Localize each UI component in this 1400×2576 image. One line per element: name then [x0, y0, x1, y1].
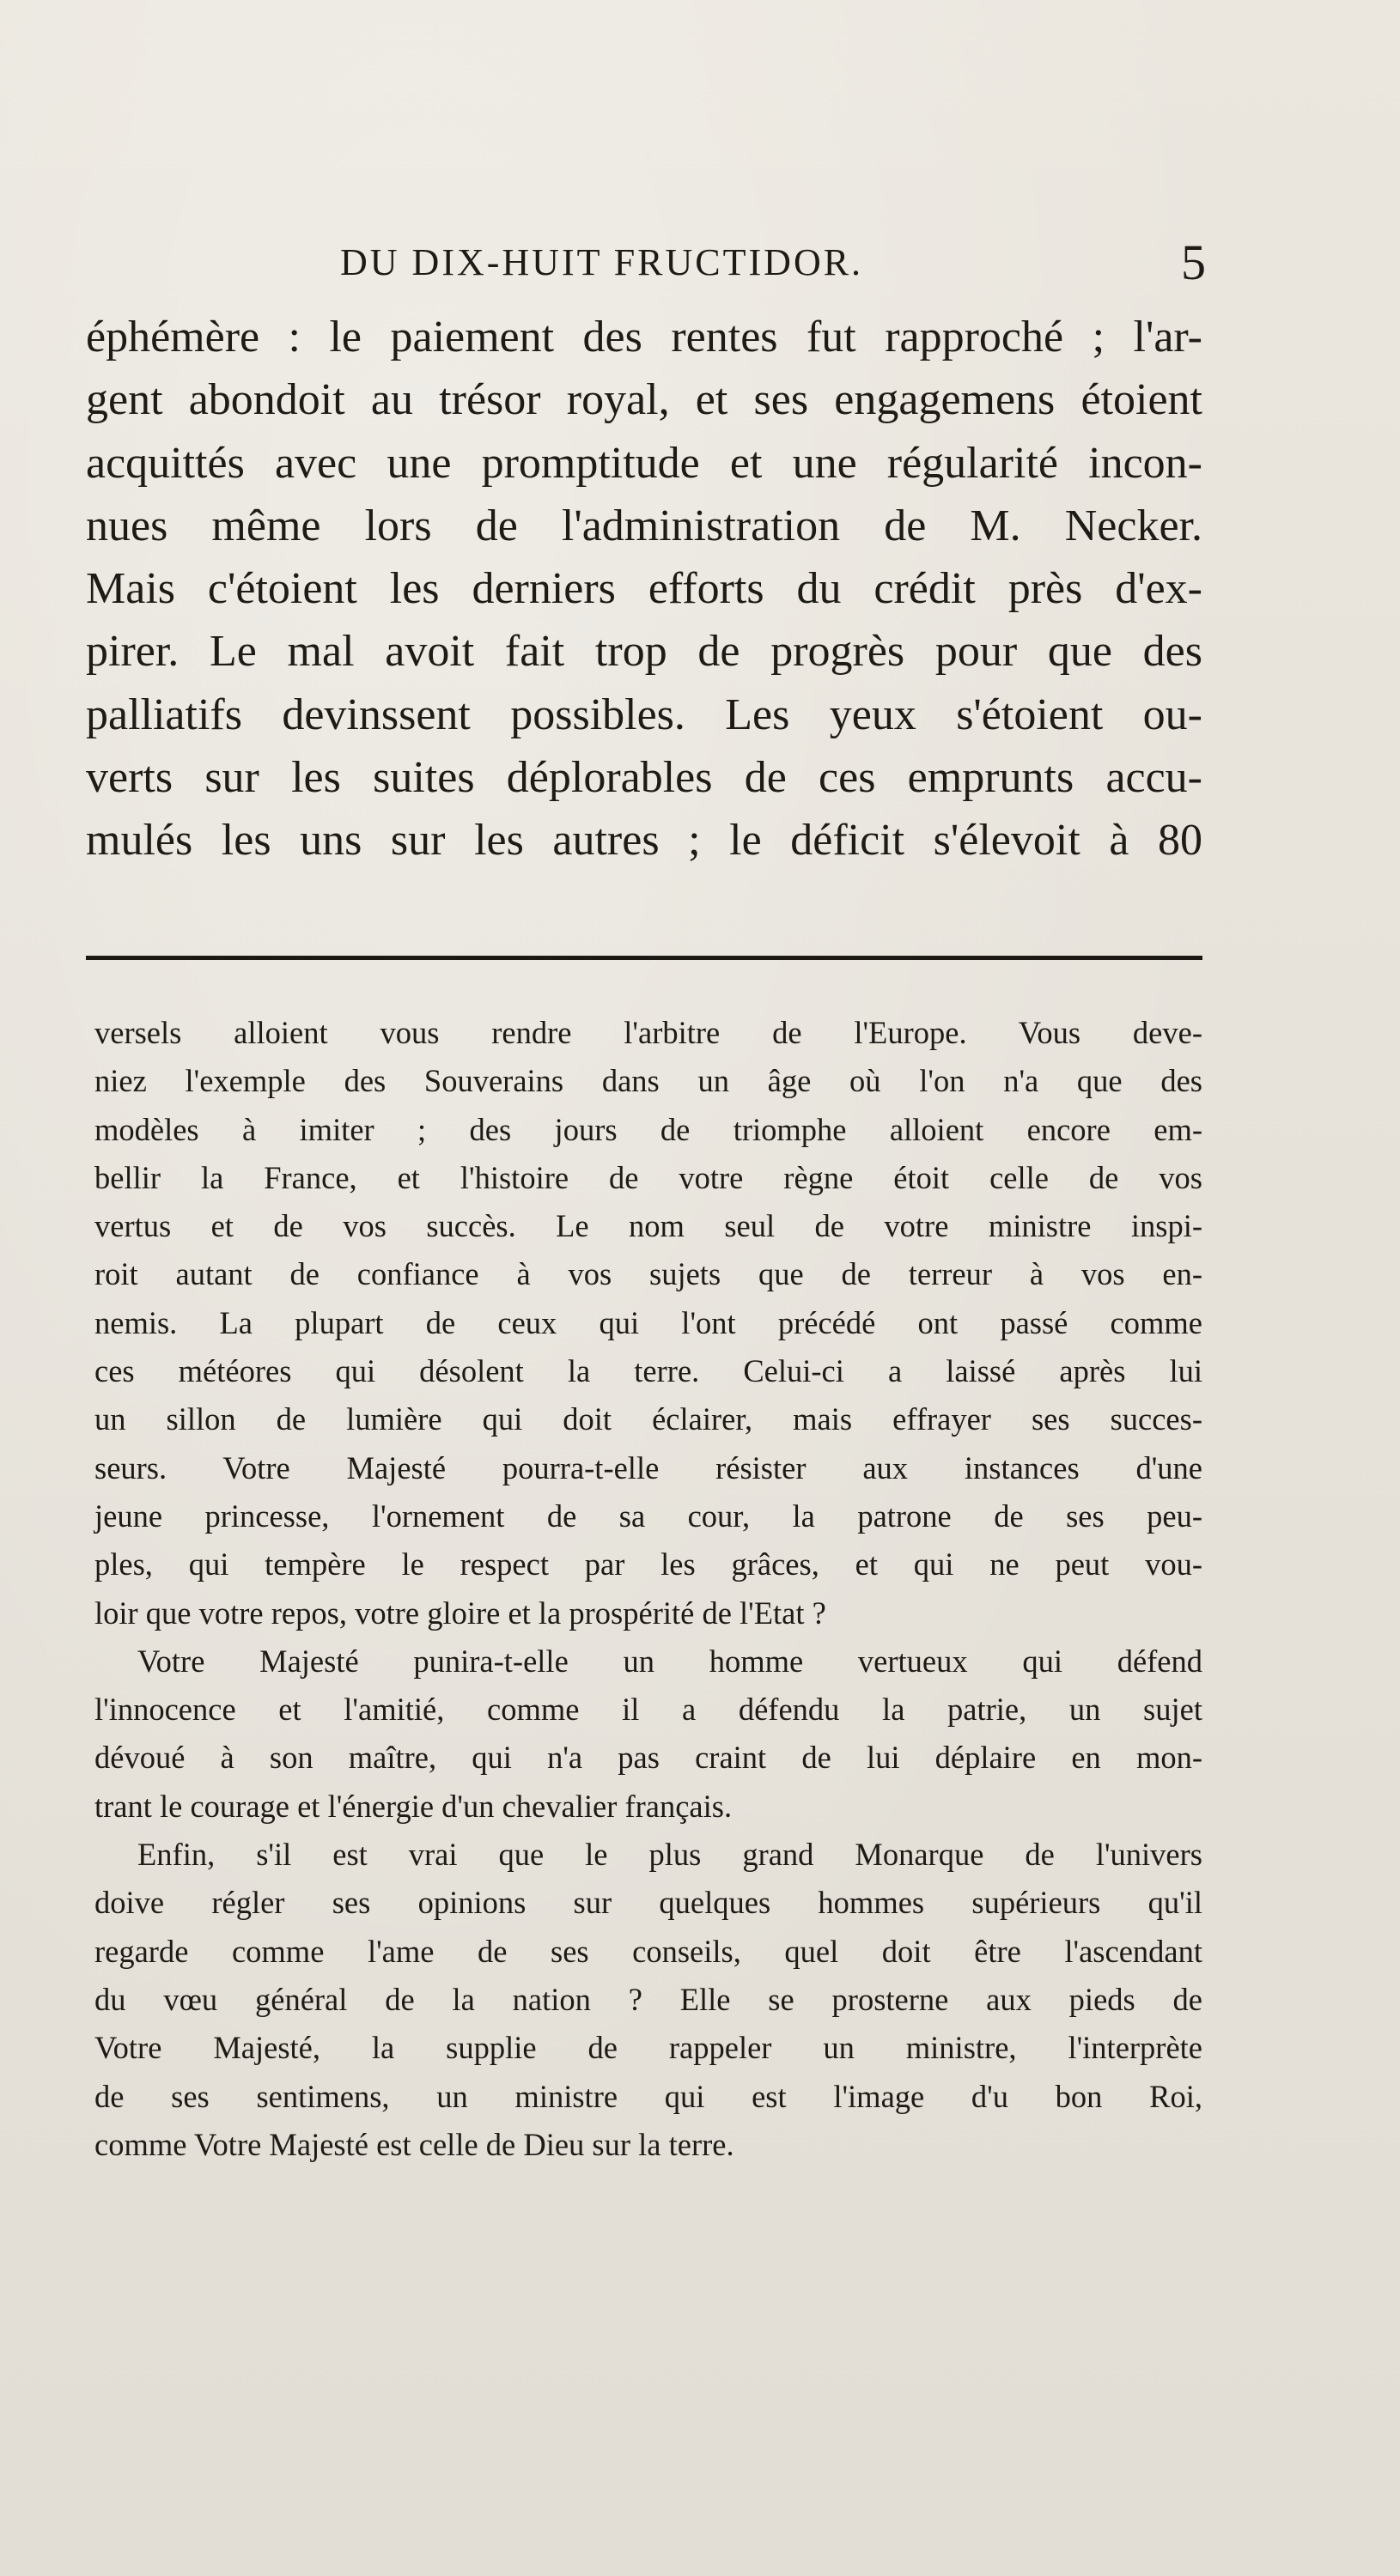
- footnote-line: niez l'exemple des Souverains dans un âge où l'on n'a que des: [94, 1063, 1202, 1099]
- footnote-line: loir que votre repos, votre gloire et la prospérité de l'Etat ?: [94, 1595, 826, 1631]
- footnote-line: ces météores qui désolent la terre. Celui-ci a laissé après lui: [94, 1353, 1202, 1389]
- main-text-line: gent abondoit au trésor royal, et ses engagemens étoient: [86, 375, 1202, 425]
- footnote-line: versels alloient vous rendre l'arbitre de l'Europe. Vous deve-: [94, 1015, 1202, 1050]
- main-text-block: [86, 306, 1202, 872]
- footnote-line: trant le courage et l'énergie d'un chevalier français.: [94, 1788, 733, 1824]
- footnote-separator-rule: [86, 956, 1202, 960]
- main-text-line: acquittés avec une promptitude et une régularité incon-: [86, 438, 1202, 488]
- footnote-block: [94, 1009, 1202, 2169]
- footnote-line: Votre Majesté, la supplie de rappeler un ministre, l'interprète: [94, 2030, 1202, 2066]
- footnote-line: ples, qui tempère le respect par les grâces, et qui ne peut vou-: [94, 1546, 1202, 1583]
- main-text-line: palliatifs devinssent possibles. Les yeux s'étoient ou-: [86, 690, 1202, 739]
- footnote-line: jeune princesse, l'ornement de sa cour, la patrone de ses peu-: [94, 1498, 1202, 1534]
- footnote-line: Enfin, s'il est vrai que le plus grand Monarque de l'univers: [137, 1837, 1202, 1873]
- footnote-line: Votre Majesté punira-t-elle un homme vertueux qui défend: [137, 1643, 1202, 1679]
- footnote-line: bellir la France, et l'histoire de votre règne étoit celle de vos: [94, 1159, 1202, 1195]
- footnote-line: nemis. La plupart de ceux qui l'ont précédé ont passé comme: [94, 1304, 1202, 1340]
- footnote-line: modèles à imiter ; des jours de triomphe alloient encore em-: [94, 1111, 1202, 1147]
- main-text-line: pirer. Le mal avoit fait trop de progrès pour que des: [86, 627, 1202, 677]
- footnote-line: du vœu général de la nation ? Elle se prosterne aux pieds de: [94, 1981, 1202, 2017]
- main-text-line: Mais c'étoient les derniers efforts du crédit près d'ex-: [86, 564, 1202, 614]
- footnote-line: seurs. Votre Majesté pourra-t-elle résister aux instances d'une: [94, 1449, 1202, 1485]
- footnote-line: regarde comme l'ame de ses conseils, quel doit être l'ascendant: [94, 1933, 1202, 1969]
- main-text-line: nues même lors de l'administration de M. Necker.: [86, 501, 1202, 550]
- page-number: 5: [1181, 234, 1206, 290]
- main-text-line: mulés les uns sur les autres ; le déficit s'élevoit à 80: [86, 816, 1202, 866]
- main-text-line: verts sur les suites déplorables de ces emprunts accu-: [86, 753, 1202, 803]
- footnote-line: comme Votre Majesté est celle de Dieu sur la terre.: [94, 2126, 734, 2162]
- footnote-line: un sillon de lumière qui doit éclairer, mais effrayer ses succes-: [94, 1401, 1202, 1437]
- page-header: [86, 234, 1206, 302]
- footnote-line: roit autant de confiance à vos sujets que de terreur à vos en-: [94, 1256, 1202, 1292]
- footnote-line: dévoué à son maître, qui n'a pas craint de lui déplaire en mon-: [94, 1740, 1202, 1776]
- footnote-line: de ses sentimens, un ministre qui est l'image d'u bon Roi,: [94, 2078, 1202, 2114]
- footnote-line: vertus et de vos succès. Le nom seul de votre ministre inspi-: [94, 1208, 1202, 1244]
- main-text-line: éphémère : le paiement des rentes fut rapproché ; l'ar-: [86, 313, 1202, 361]
- footnote-line: doive régler ses opinions sur quelques hommes supérieurs qu'il: [94, 1885, 1202, 1921]
- running-title: DU DIX-HUIT FRUCTIDOR.: [340, 241, 864, 283]
- footnote-line: l'innocence et l'amitié, comme il a défendu la patrie, un sujet: [94, 1692, 1202, 1728]
